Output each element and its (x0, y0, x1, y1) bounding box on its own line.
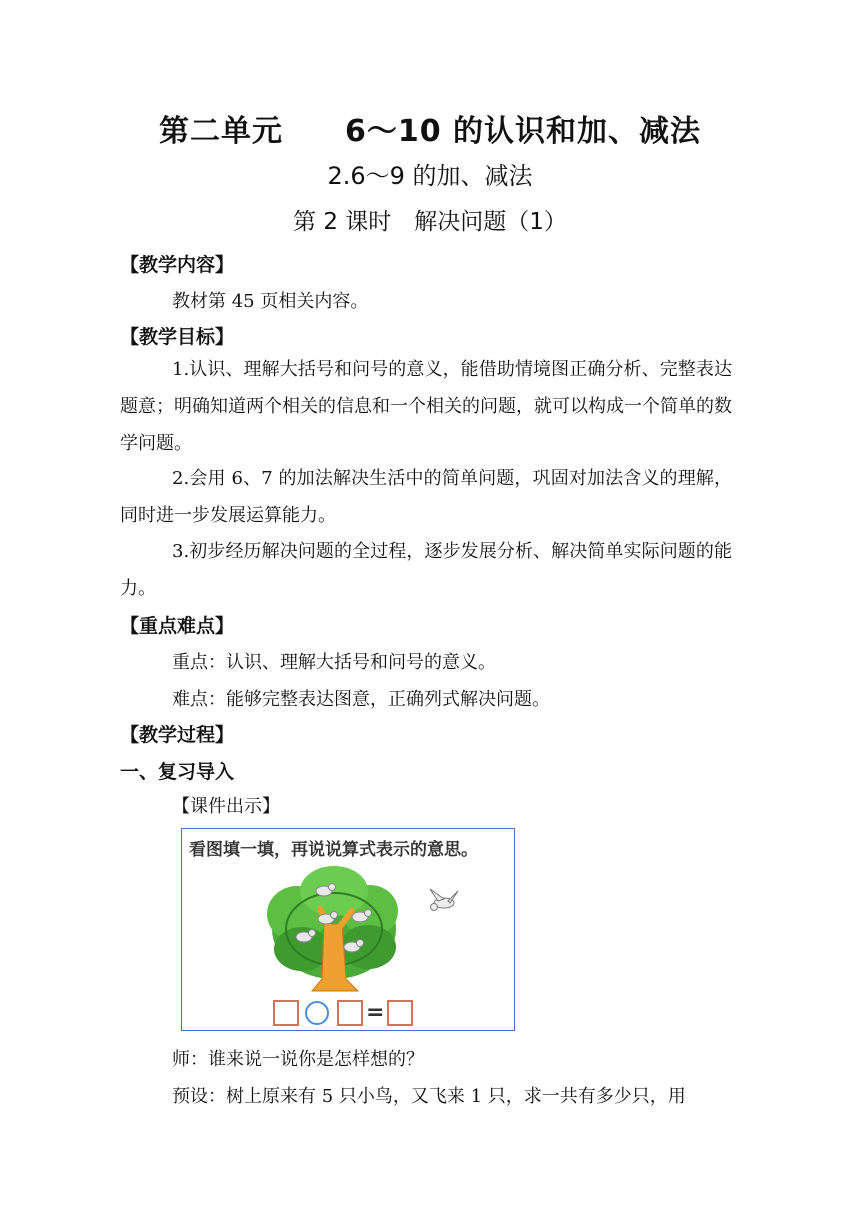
teaching-goals-heading: 【教学目标】 (120, 326, 235, 348)
equals-sign: = (366, 1000, 385, 1025)
key-point-text: 重点：认识、理解大括号和问号的意义。 (172, 652, 496, 673)
answer-box-1 (274, 1001, 298, 1025)
goal-item-3: 3.初步经历解决问题的全过程，逐步发展分析、解决简单实际问题的能力。 (120, 541, 732, 599)
difficulty-text: 难点：能够完整表达图意，正确列式解决问题。 (172, 689, 550, 710)
section-review-heading: 一、复习导入 (120, 761, 235, 783)
goal-item-1: 1.认识、理解大括号和问号的意义，能借助情境图正确分析、完整表达题意；明确知道两个相关的信息和一个相关的问题，就可以构成一个简单的数学问题。 (120, 359, 732, 454)
teaching-content-heading: 【教学内容】 (120, 254, 235, 276)
flying-bird-icon (430, 889, 458, 911)
courseware-figure (181, 828, 515, 1031)
key-points-heading: 【重点难点】 (120, 615, 235, 637)
figure-caption: 看图填一填，再说说算式表示的意思。 (189, 840, 478, 860)
answer-box-3 (388, 1001, 412, 1025)
courseware-label: 【课件出示】 (172, 796, 280, 817)
unit-title: 第二单元 6～10 的认识和加、减法 (158, 114, 702, 149)
answer-box-2 (338, 1001, 362, 1025)
teaching-content-text: 教材第 45 页相关内容。 (172, 291, 369, 312)
preset-answer: 预设：树上原来有 5 只小鸟，又飞来 1 只，求一共有多少只，用 (172, 1086, 686, 1107)
teacher-question: 师：谁来说一说你是怎样想的？ (172, 1049, 424, 1070)
goal-item-2: 2.会用 6、7 的加法解决生活中的简单问题，巩固对加法含义的理解，同时进一步发展运算能力。 (120, 468, 732, 526)
equation-row (274, 1001, 412, 1025)
teaching-process-heading: 【教学过程】 (120, 724, 235, 746)
operator-circle (306, 1002, 328, 1024)
section-title: 2.6～9 的加、减法 (327, 162, 533, 190)
lesson-title: 第 2 课时 解决问题（1） (293, 209, 567, 235)
